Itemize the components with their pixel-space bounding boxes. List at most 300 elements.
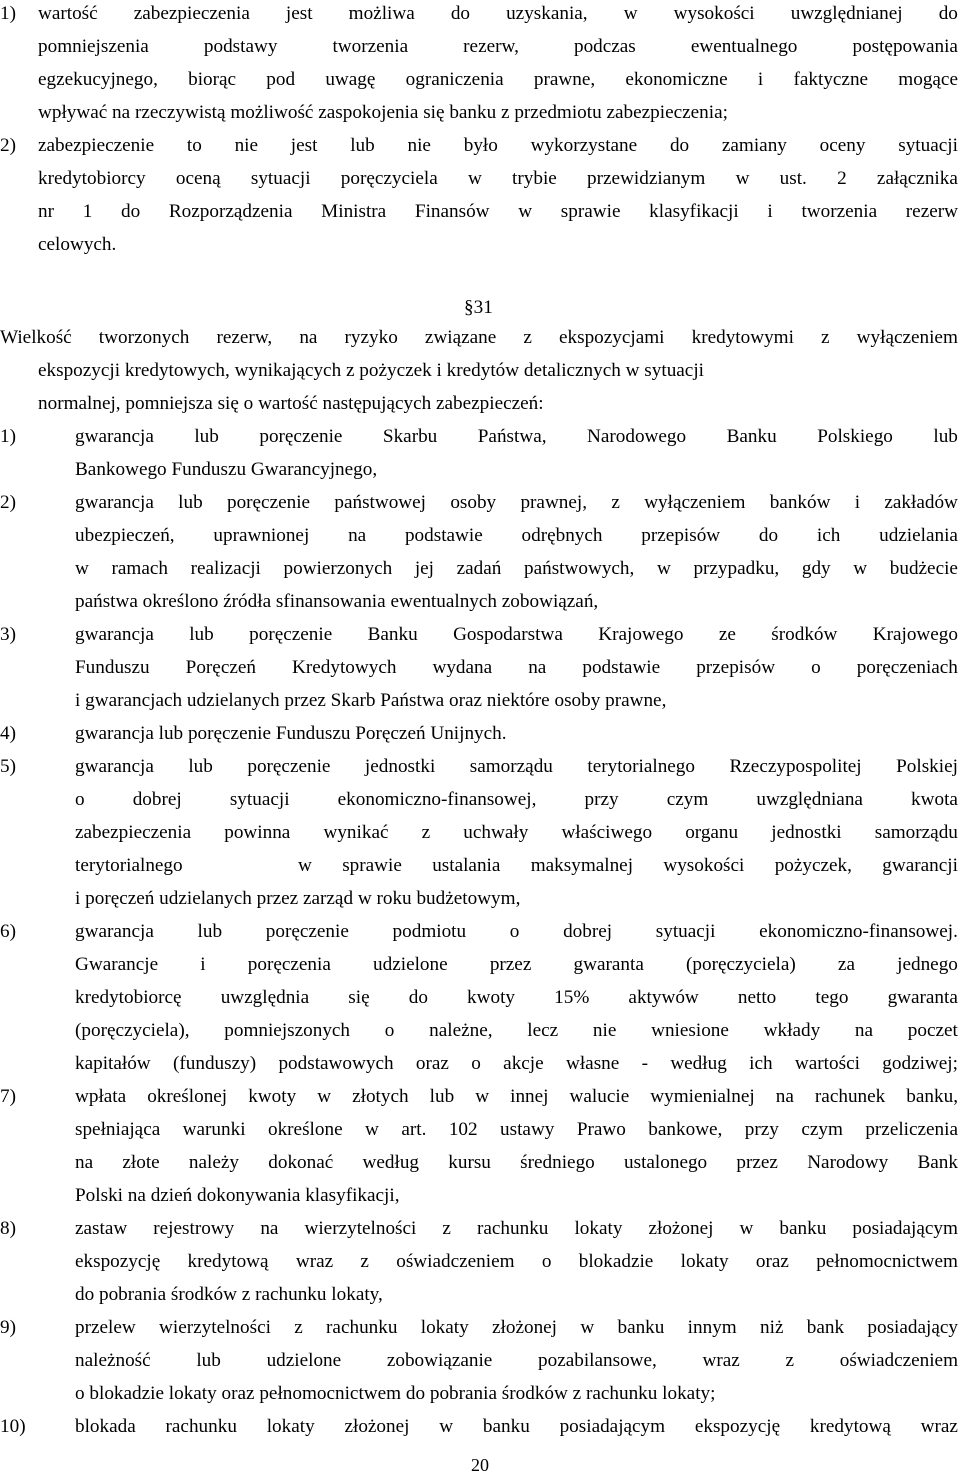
word: wraz: [920, 1416, 958, 1437]
word: poręczenie: [249, 624, 333, 645]
word: rezerw,: [463, 36, 519, 57]
word: poręczenie: [265, 921, 349, 942]
word: jej: [414, 558, 435, 579]
word: udzielone: [266, 1350, 342, 1371]
word: z: [421, 822, 431, 843]
word: w: [735, 168, 750, 189]
word: z: [360, 1251, 369, 1272]
word: na: [775, 1086, 794, 1107]
word: to: [186, 135, 202, 156]
word: wymienialnej: [650, 1086, 755, 1107]
word: powinna: [224, 822, 291, 843]
word: jednostki: [771, 822, 842, 843]
word: blokadzie: [578, 1251, 654, 1272]
word: organu: [685, 822, 739, 843]
word: w: [580, 1317, 595, 1338]
paragraph-line: o blokadzie lokaty oraz pełnomocnictwem do pobrania środków z rachunku lokaty;: [75, 1383, 716, 1404]
word: biorąc: [188, 69, 237, 90]
word: dobrej: [132, 789, 182, 810]
word: ramach: [111, 558, 168, 579]
word: posiadającym: [852, 1218, 958, 1239]
word: mogące: [898, 69, 958, 90]
word: w: [623, 3, 638, 24]
word: z: [785, 1350, 795, 1371]
word: oraz: [415, 1053, 449, 1074]
word: dobrej: [563, 921, 613, 942]
word: nie: [592, 1020, 617, 1041]
word: lub: [933, 426, 958, 447]
word: za: [837, 954, 855, 975]
word: Wielkość: [0, 327, 72, 348]
paragraph-line: [75, 656, 958, 682]
word: uwzględniana: [756, 789, 863, 810]
word: zastaw: [75, 1218, 128, 1239]
word: podstawy: [203, 36, 278, 57]
word: osoby: [450, 492, 497, 513]
word: w: [656, 558, 671, 579]
word: złożonej: [492, 1317, 558, 1338]
word: w: [475, 1086, 490, 1107]
word: przewidzianym: [587, 168, 706, 189]
list-number: 1): [0, 3, 16, 24]
word: ewentualnego: [690, 36, 798, 57]
word: z: [821, 327, 830, 348]
word: lokaty: [574, 1218, 623, 1239]
word: o: [509, 921, 520, 942]
word: rezerw,: [216, 327, 273, 348]
word: według: [362, 1152, 420, 1173]
word: lub: [429, 1086, 455, 1107]
word: lokaty: [680, 1251, 729, 1272]
word: w: [518, 201, 533, 222]
word: Finansów: [414, 201, 490, 222]
word: wraz: [702, 1350, 740, 1371]
word: banku,: [906, 1086, 958, 1107]
word: zabezpieczenie: [38, 135, 155, 156]
word: pomniejszenia: [38, 36, 149, 57]
list-number: 7): [0, 1086, 16, 1107]
word: gwarancja: [75, 921, 154, 942]
word: poręczenie: [259, 426, 343, 447]
word: oraz: [755, 1251, 789, 1272]
word: o: [471, 1053, 481, 1074]
word: poręczeniach: [856, 657, 958, 678]
paragraph-line: do pobrania środków z rachunku lokaty,: [75, 1284, 383, 1305]
word: ust.: [779, 168, 807, 189]
word: gwarancja: [75, 624, 154, 645]
word: blokada: [75, 1416, 136, 1437]
word: bankowe,: [648, 1119, 723, 1140]
word: wydana: [432, 657, 493, 678]
word: bank: [806, 1317, 845, 1338]
word: na: [854, 1020, 874, 1041]
word: Prawo: [576, 1119, 626, 1140]
word: aktywów: [628, 987, 699, 1008]
word: do: [120, 201, 141, 222]
word: wykorzystane: [530, 135, 638, 156]
word: prawne,: [533, 69, 596, 90]
word: pełnomocnictwem: [816, 1251, 958, 1272]
word: rezerw: [905, 201, 958, 222]
paragraph-line: [75, 821, 958, 847]
paragraph-line: [38, 2, 958, 28]
word: ekonomiczno-finansowej.: [759, 921, 958, 942]
word: wysokości: [673, 3, 755, 24]
word: wynikać: [323, 822, 389, 843]
word: budżecie: [889, 558, 958, 579]
list-number: 4): [0, 723, 16, 744]
word: wartość: [38, 3, 98, 24]
word: gdy: [801, 558, 831, 579]
word: i: [757, 69, 764, 90]
word: 1: [82, 201, 93, 222]
word: w: [317, 1086, 332, 1107]
word: czym: [801, 1119, 843, 1140]
word: ustalania: [432, 855, 501, 876]
list-number: 2): [0, 135, 16, 156]
word: jednego: [897, 954, 958, 975]
word: o: [811, 657, 821, 678]
word: samorządu: [874, 822, 958, 843]
word: (poręczyciela),: [75, 1020, 190, 1041]
word: na: [528, 657, 547, 678]
word: poręczenie: [226, 492, 311, 513]
word: uwagę: [325, 69, 376, 90]
paragraph-line: [38, 200, 958, 226]
paragraph-line: państwa określono źródła sfinansowania ewentualnych zobowiązań,: [75, 591, 599, 612]
paragraph-line: [38, 35, 958, 61]
word: pozabilansowe,: [538, 1350, 657, 1371]
word: w: [439, 1416, 454, 1437]
word: wkłady: [763, 1020, 821, 1041]
paragraph-line: [75, 1250, 958, 1276]
paragraph-line: wpływać na rzeczywistą możliwość zaspokojenia się banku z przedmiotu zabezpieczenia;: [38, 102, 728, 123]
word: przy: [744, 1119, 779, 1140]
word: uwzględnianej: [790, 3, 903, 24]
paragraph-line: [75, 788, 958, 814]
word: przypadku,: [693, 558, 780, 579]
word: uprawnionej: [213, 525, 310, 546]
word: złote: [122, 1152, 160, 1173]
paragraph-line: [75, 557, 958, 583]
word: sprawie: [342, 855, 402, 876]
paragraph-line: [75, 920, 958, 946]
paragraph-line: Polski na dzień dokonywania klasyfikacji,: [75, 1185, 400, 1206]
word: do: [408, 987, 428, 1008]
word: lub: [194, 426, 219, 447]
word: zadań: [456, 558, 502, 579]
word: lub: [197, 921, 223, 942]
word: Państwa,: [477, 426, 547, 447]
word: nr: [38, 201, 54, 222]
word: państwowych,: [524, 558, 635, 579]
word: posiadający: [867, 1317, 958, 1338]
word: kwota: [911, 789, 958, 810]
paragraph-line: [0, 326, 958, 352]
word: Ministra: [321, 201, 387, 222]
word: kredytową: [187, 1251, 269, 1272]
word: podmiotu: [392, 921, 467, 942]
word: rachunku: [165, 1416, 237, 1437]
word: Banku: [367, 624, 418, 645]
word: pożyczek,: [774, 855, 852, 876]
word: lokaty: [266, 1416, 315, 1437]
word: Rozporządzenia: [168, 201, 293, 222]
word: oceny: [819, 135, 866, 156]
section-heading: [464, 296, 493, 320]
list-number: 10): [0, 1416, 26, 1437]
word: spełniająca: [75, 1119, 161, 1140]
paragraph-line: [38, 167, 958, 193]
word: art.: [401, 1119, 427, 1140]
word: ustawy: [500, 1119, 555, 1140]
word: własne: [565, 1053, 620, 1074]
word: kwoty: [248, 1086, 297, 1107]
word: złotych: [352, 1086, 409, 1107]
list-number: 3): [0, 624, 16, 645]
word: i: [854, 492, 861, 513]
word: oświadczeniem: [396, 1251, 515, 1272]
word: zabezpieczenia: [133, 3, 250, 24]
word: związane: [424, 327, 497, 348]
word: Narodowy: [807, 1152, 889, 1173]
word: podstawie: [582, 657, 661, 678]
word: w: [365, 1119, 379, 1140]
word: było: [463, 135, 498, 156]
word: czym: [666, 789, 709, 810]
paragraph-line: [75, 491, 958, 517]
word: trybie: [512, 168, 557, 189]
paragraph-line: [38, 68, 958, 94]
paragraph-line: [38, 134, 958, 160]
word: odrębnych: [521, 525, 603, 546]
word: gwarancja: [75, 492, 154, 513]
word: Polskiego: [817, 426, 893, 447]
list-number: 1): [0, 426, 16, 447]
word: tworzenia: [332, 36, 409, 57]
word: wniesione: [651, 1020, 729, 1041]
word: na: [260, 1218, 279, 1239]
word: posiadającym: [559, 1416, 666, 1437]
word: ustalonego: [624, 1152, 708, 1173]
paragraph-line: [75, 1217, 958, 1243]
word: poczet: [907, 1020, 958, 1041]
word: wyłączeniem: [856, 327, 958, 348]
page-number: 20: [471, 1455, 489, 1475]
word: tworzonych: [98, 327, 190, 348]
word: należność: [75, 1350, 151, 1371]
paragraph-line: [75, 524, 958, 550]
word: określone: [267, 1119, 343, 1140]
word: przelew: [75, 1317, 136, 1338]
paragraph-line: [75, 1085, 958, 1111]
word: kwoty: [467, 987, 515, 1008]
word: ubezpieczeń,: [75, 525, 175, 546]
word: środków: [771, 624, 838, 645]
paragraph-line: gwarancja lub poręczenie Funduszu Poręczeń Unijnych.: [75, 723, 507, 744]
word: kredytobiorcę: [75, 987, 182, 1008]
word: rachunku: [477, 1218, 549, 1239]
word: przy: [584, 789, 619, 810]
word: ich: [816, 525, 841, 546]
word: o: [384, 1020, 395, 1041]
word: ekspozycjami: [559, 327, 665, 348]
word: Polskiej: [896, 756, 958, 777]
word: wysokości: [663, 855, 745, 876]
word: jednostki: [364, 756, 436, 777]
word: netto: [737, 987, 777, 1008]
word: poręczyciela: [340, 168, 438, 189]
word: kredytowymi: [691, 327, 794, 348]
word: innym: [687, 1317, 737, 1338]
word: sytuacji: [655, 921, 716, 942]
word: ich: [749, 1053, 773, 1074]
word: przepisów: [641, 525, 721, 546]
word: banku: [779, 1218, 827, 1239]
word: ekspozycję: [75, 1251, 161, 1272]
word: poręczenie: [247, 756, 331, 777]
word: realizacji: [190, 558, 261, 579]
word: ekonomiczno-finansowej,: [337, 789, 537, 810]
word: państwowej: [334, 492, 427, 513]
word: Gospodarstwa: [453, 624, 563, 645]
word: akcje: [503, 1053, 544, 1074]
word: z: [294, 1317, 303, 1338]
word: (poręczyciela): [686, 954, 796, 975]
word: tworzenia: [801, 201, 878, 222]
word: i: [767, 201, 773, 222]
word: terytorialnego: [587, 756, 695, 777]
word: w: [467, 168, 482, 189]
word: do: [758, 525, 779, 546]
word: sprawie: [560, 201, 621, 222]
word: lub: [196, 1350, 221, 1371]
paragraph-line: ekspozycji kredytowych, wynikających z pożyczek i kredytów detalicznych w sytuacji: [38, 360, 704, 381]
word: uwzględnia: [220, 987, 310, 1008]
word: postępowania: [852, 36, 958, 57]
word: określonej: [147, 1086, 228, 1107]
word: prawnej,: [520, 492, 588, 513]
paragraph-line: [75, 1052, 958, 1078]
word: przeliczenia: [865, 1119, 958, 1140]
word: rejestrowy: [153, 1218, 235, 1239]
paragraph-line: [298, 854, 958, 880]
word: gwaranta: [887, 987, 958, 1008]
paragraph-line: i poręczeń udzielanych przez zarząd w roku budżetowym,: [75, 888, 521, 909]
word: nie: [407, 135, 431, 156]
word: na: [348, 525, 367, 546]
word: do: [450, 3, 470, 24]
word: do: [938, 3, 958, 24]
word: podstawowych: [278, 1053, 394, 1074]
word: Banku: [726, 426, 777, 447]
list-number: 2): [0, 492, 16, 513]
word: Kredytowych: [292, 657, 397, 678]
word: możliwa: [348, 3, 415, 24]
word: Skarbu: [382, 426, 438, 447]
paragraph-line: [75, 755, 958, 781]
word: się: [348, 987, 370, 1008]
list-number: 6): [0, 921, 16, 942]
word: samorządu: [469, 756, 553, 777]
word: Krajowego: [598, 624, 684, 645]
word: wierzytelności: [304, 1218, 417, 1239]
word: lecz: [527, 1020, 559, 1041]
section-symbol: §: [464, 297, 474, 318]
word: godziwej;: [882, 1053, 958, 1074]
section-number: 31: [473, 297, 493, 318]
word: wpłata: [75, 1086, 127, 1107]
list-number: 5): [0, 756, 16, 777]
word: innej: [510, 1086, 549, 1107]
word: poręczenia: [247, 954, 331, 975]
word: należy: [188, 1152, 239, 1173]
list-number: 9): [0, 1317, 16, 1338]
word: uchwały: [463, 822, 529, 843]
word: rachunku: [326, 1317, 398, 1338]
word: jest: [290, 135, 318, 156]
word: niż: [760, 1317, 784, 1338]
word: udzielone: [373, 954, 448, 975]
word: wierzytelności: [159, 1317, 271, 1338]
word: maksymalnej: [530, 855, 634, 876]
word: wartości: [794, 1053, 860, 1074]
word: na: [299, 327, 318, 348]
word: lokaty: [420, 1317, 469, 1338]
word: z: [611, 492, 620, 513]
word: 2: [837, 168, 847, 189]
word: kredytową: [809, 1416, 891, 1437]
word: z: [523, 327, 532, 348]
paragraph-line: normalnej, pomniejsza się o wartość następujących zabezpieczeń:: [38, 393, 544, 414]
word: ze: [718, 624, 736, 645]
word: według: [670, 1053, 727, 1074]
word: w: [75, 558, 89, 579]
word: z: [442, 1218, 451, 1239]
word: ograniczenia: [405, 69, 504, 90]
word: na: [75, 1152, 94, 1173]
paragraph-line: [75, 1349, 958, 1375]
word: warunki: [182, 1119, 246, 1140]
word: w: [853, 558, 868, 579]
word: Poręczeń: [185, 657, 256, 678]
word: klasyfikacji: [649, 201, 739, 222]
word: do: [669, 135, 690, 156]
word: powierzonych: [283, 558, 393, 579]
paragraph-line: celowych.: [38, 234, 117, 255]
word: oświadczeniem: [839, 1350, 958, 1371]
word: przepisów: [696, 657, 776, 678]
word: kapitałów: [75, 1053, 151, 1074]
word: wraz: [295, 1251, 334, 1272]
word: lub: [189, 624, 214, 645]
word: pomniejszonych: [224, 1020, 351, 1041]
paragraph-line: [75, 953, 958, 979]
word: zamiany: [721, 135, 787, 156]
word: gwarancja: [75, 426, 154, 447]
word: gwarancji: [882, 855, 958, 876]
word: -: [641, 1053, 648, 1074]
word: banków: [769, 492, 831, 513]
word: ekspozycję: [694, 1416, 781, 1437]
word: Gwarancje: [75, 954, 159, 975]
word: egzekucyjnego,: [38, 69, 158, 90]
word: o: [75, 789, 85, 810]
word: przez: [736, 1152, 778, 1173]
word: załącznika: [876, 168, 958, 189]
paragraph-line: terytorialnego: [75, 855, 183, 876]
word: złożonej: [344, 1416, 410, 1437]
